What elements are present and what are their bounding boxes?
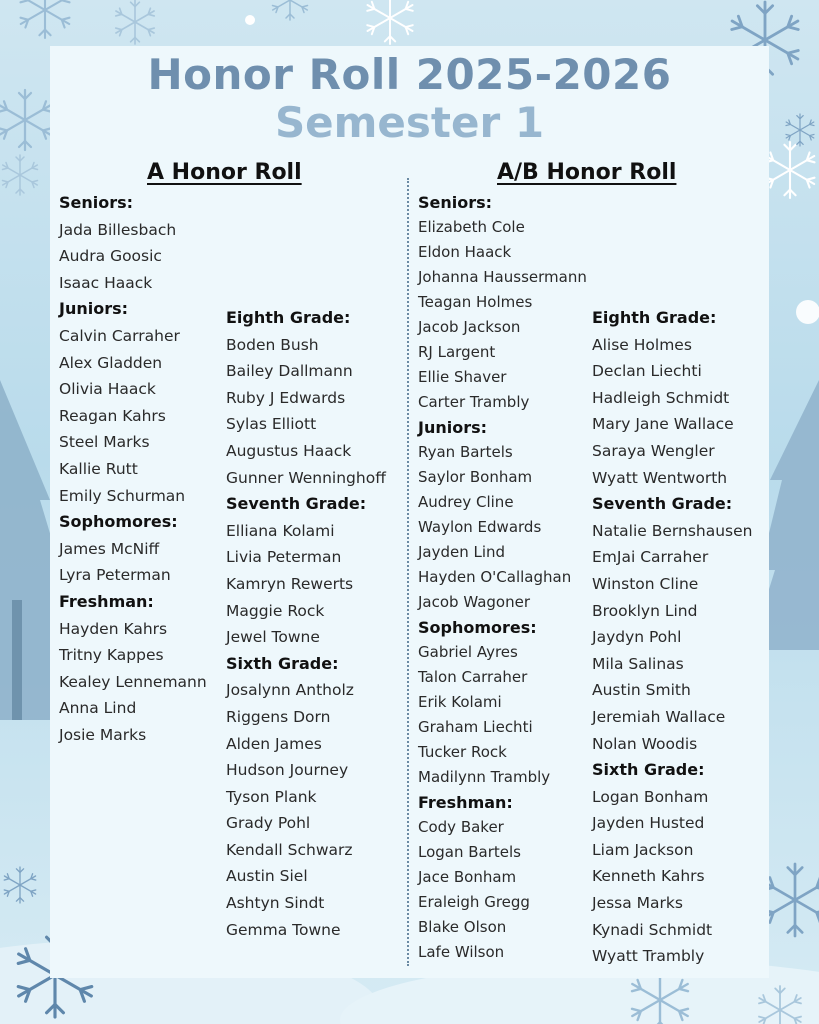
student-name: Kenneth Kahrs xyxy=(592,867,705,886)
student-name: Gemma Towne xyxy=(226,920,341,939)
student-name: Olivia Haack xyxy=(59,380,156,399)
group-label: Sophomores: xyxy=(59,512,178,532)
student-name: James McNiff xyxy=(59,539,160,558)
student-name: Anna Lind xyxy=(59,699,137,718)
student-name: Logan Bartels xyxy=(418,843,522,861)
student-name: Madilynn Trambly xyxy=(418,768,551,786)
student-name: Gabriel Ayres xyxy=(418,643,518,661)
student-name: Sylas Elliott xyxy=(226,415,317,434)
student-name: Elizabeth Cole xyxy=(418,218,525,236)
student-name: Graham Liechti xyxy=(418,718,533,736)
student-name: Ryan Bartels xyxy=(418,443,513,461)
student-name: Jace Bonham xyxy=(418,868,517,886)
student-name: Emily Schurman xyxy=(59,486,186,505)
student-name: Carter Trambly xyxy=(418,393,530,411)
student-name: Jessa Marks xyxy=(592,894,683,913)
student-name: Jacob Wagoner xyxy=(418,593,530,611)
ab-honor-roll-list-left xyxy=(418,190,587,965)
student-name: Cody Baker xyxy=(418,818,504,836)
page-title: Honor Roll 2025-2026 xyxy=(147,50,672,99)
ab-honor-roll-heading: A/B Honor Roll xyxy=(497,160,677,185)
student-name: Waylon Edwards xyxy=(418,518,542,536)
student-name: Josalynn Antholz xyxy=(226,681,354,700)
group-label: Seventh Grade: xyxy=(226,494,367,514)
student-name: Natalie Bernshausen xyxy=(592,521,753,540)
a-honor-roll-list-right xyxy=(226,305,386,943)
student-name: Augustus Haack xyxy=(226,441,352,460)
student-name: Logan Bonham xyxy=(592,787,709,806)
student-name: Maggie Rock xyxy=(226,601,325,620)
student-name: Alden James xyxy=(226,734,322,753)
student-name: Talon Carraher xyxy=(418,668,528,686)
student-name: Ellie Shaver xyxy=(418,368,507,386)
student-name: Josie Marks xyxy=(59,725,147,744)
group-label: Seventh Grade: xyxy=(592,494,733,514)
student-name: Alex Gladden xyxy=(59,353,163,372)
student-name: Tucker Rock xyxy=(418,743,507,761)
student-name: Audra Goosic xyxy=(59,247,162,266)
student-name: Hudson Journey xyxy=(226,761,349,780)
student-name: Tyson Plank xyxy=(226,787,317,806)
student-name: Teagan Holmes xyxy=(418,293,533,311)
student-name: Grady Pohl xyxy=(226,814,311,833)
student-name: Eldon Haack xyxy=(418,243,512,261)
group-label: Freshman: xyxy=(418,793,513,812)
student-name: Kealey Lennemann xyxy=(59,672,207,691)
student-name: RJ Largent xyxy=(418,343,496,361)
student-name: Eraleigh Gregg xyxy=(418,893,530,911)
student-name: Kynadi Schmidt xyxy=(592,920,713,939)
student-name: Reagan Kahrs xyxy=(59,406,166,425)
group-label: Sixth Grade: xyxy=(226,653,339,673)
group-label: Seniors: xyxy=(418,193,493,212)
student-name: Kendall Schwarz xyxy=(226,840,353,859)
student-name: Mila Salinas xyxy=(592,654,684,673)
ab-honor-roll-list-right xyxy=(592,305,753,970)
student-name: Bailey Dallmann xyxy=(226,362,353,381)
student-name: Jayden Lind xyxy=(418,543,506,561)
student-name: Kamryn Rewerts xyxy=(226,574,354,593)
group-label: Seniors: xyxy=(59,193,134,212)
a-honor-roll-heading: A Honor Roll xyxy=(147,160,302,185)
group-label: Sophomores: xyxy=(418,618,537,637)
student-name: Winston Cline xyxy=(592,574,699,593)
group-label: Juniors: xyxy=(418,418,488,437)
student-name: Gunner Wenninghoff xyxy=(226,468,386,487)
a-honor-roll-list-left xyxy=(59,190,207,748)
student-name: Jada Billesbach xyxy=(59,220,177,239)
student-name: Jewel Towne xyxy=(226,628,320,647)
student-name: Nolan Woodis xyxy=(592,734,698,753)
student-name: Austin Smith xyxy=(592,681,691,700)
group-label: Sixth Grade: xyxy=(592,760,705,780)
student-name: Johanna Haussermann xyxy=(418,268,587,286)
group-label: Juniors: xyxy=(59,299,129,319)
student-name: Jaydyn Pohl xyxy=(592,628,682,647)
student-name: Hayden O'Callaghan xyxy=(418,568,572,586)
student-name: Livia Peterman xyxy=(226,548,342,567)
group-label: Eighth Grade: xyxy=(592,308,717,327)
student-name: Audrey Cline xyxy=(418,493,514,511)
student-name: Hayden Kahrs xyxy=(59,619,168,638)
student-name: Riggens Dorn xyxy=(226,707,331,726)
student-name: Wyatt Wentworth xyxy=(592,468,728,487)
student-name: Calvin Carraher xyxy=(59,326,180,345)
student-name: EmJai Carraher xyxy=(592,548,709,567)
student-name: Declan Liechti xyxy=(592,362,702,381)
student-name: Ashtyn Sindt xyxy=(226,894,325,913)
student-name: Jayden Husted xyxy=(592,814,705,833)
student-name: Hadleigh Schmidt xyxy=(592,388,730,407)
student-name: Jacob Jackson xyxy=(418,318,521,336)
student-name: Kallie Rutt xyxy=(59,459,138,478)
student-name: Lafe Wilson xyxy=(418,943,505,961)
student-name: Steel Marks xyxy=(59,433,150,452)
group-label: Freshman: xyxy=(59,591,154,611)
column-divider xyxy=(407,178,409,966)
student-name: Tritny Kappes xyxy=(59,646,164,665)
student-name: Wyatt Trambly xyxy=(592,947,705,966)
student-name: Ruby J Edwards xyxy=(226,388,346,407)
page-subtitle: Semester 1 xyxy=(274,98,545,147)
student-name: Erik Kolami xyxy=(418,693,502,711)
student-name: Blake Olson xyxy=(418,918,507,936)
student-name: Isaac Haack xyxy=(59,273,153,292)
student-name: Saylor Bonham xyxy=(418,468,533,486)
student-name: Jeremiah Wallace xyxy=(592,707,726,726)
student-name: Boden Bush xyxy=(226,335,319,354)
student-name: Lyra Peterman xyxy=(59,566,171,585)
student-name: Brooklyn Lind xyxy=(592,601,698,620)
student-name: Mary Jane Wallace xyxy=(592,415,734,434)
student-name: Alise Holmes xyxy=(592,335,692,354)
student-name: Saraya Wengler xyxy=(592,441,715,460)
student-name: Austin Siel xyxy=(226,867,308,886)
group-label: Eighth Grade: xyxy=(226,308,351,327)
student-name: Elliana Kolami xyxy=(226,521,335,540)
student-name: Liam Jackson xyxy=(592,840,694,859)
